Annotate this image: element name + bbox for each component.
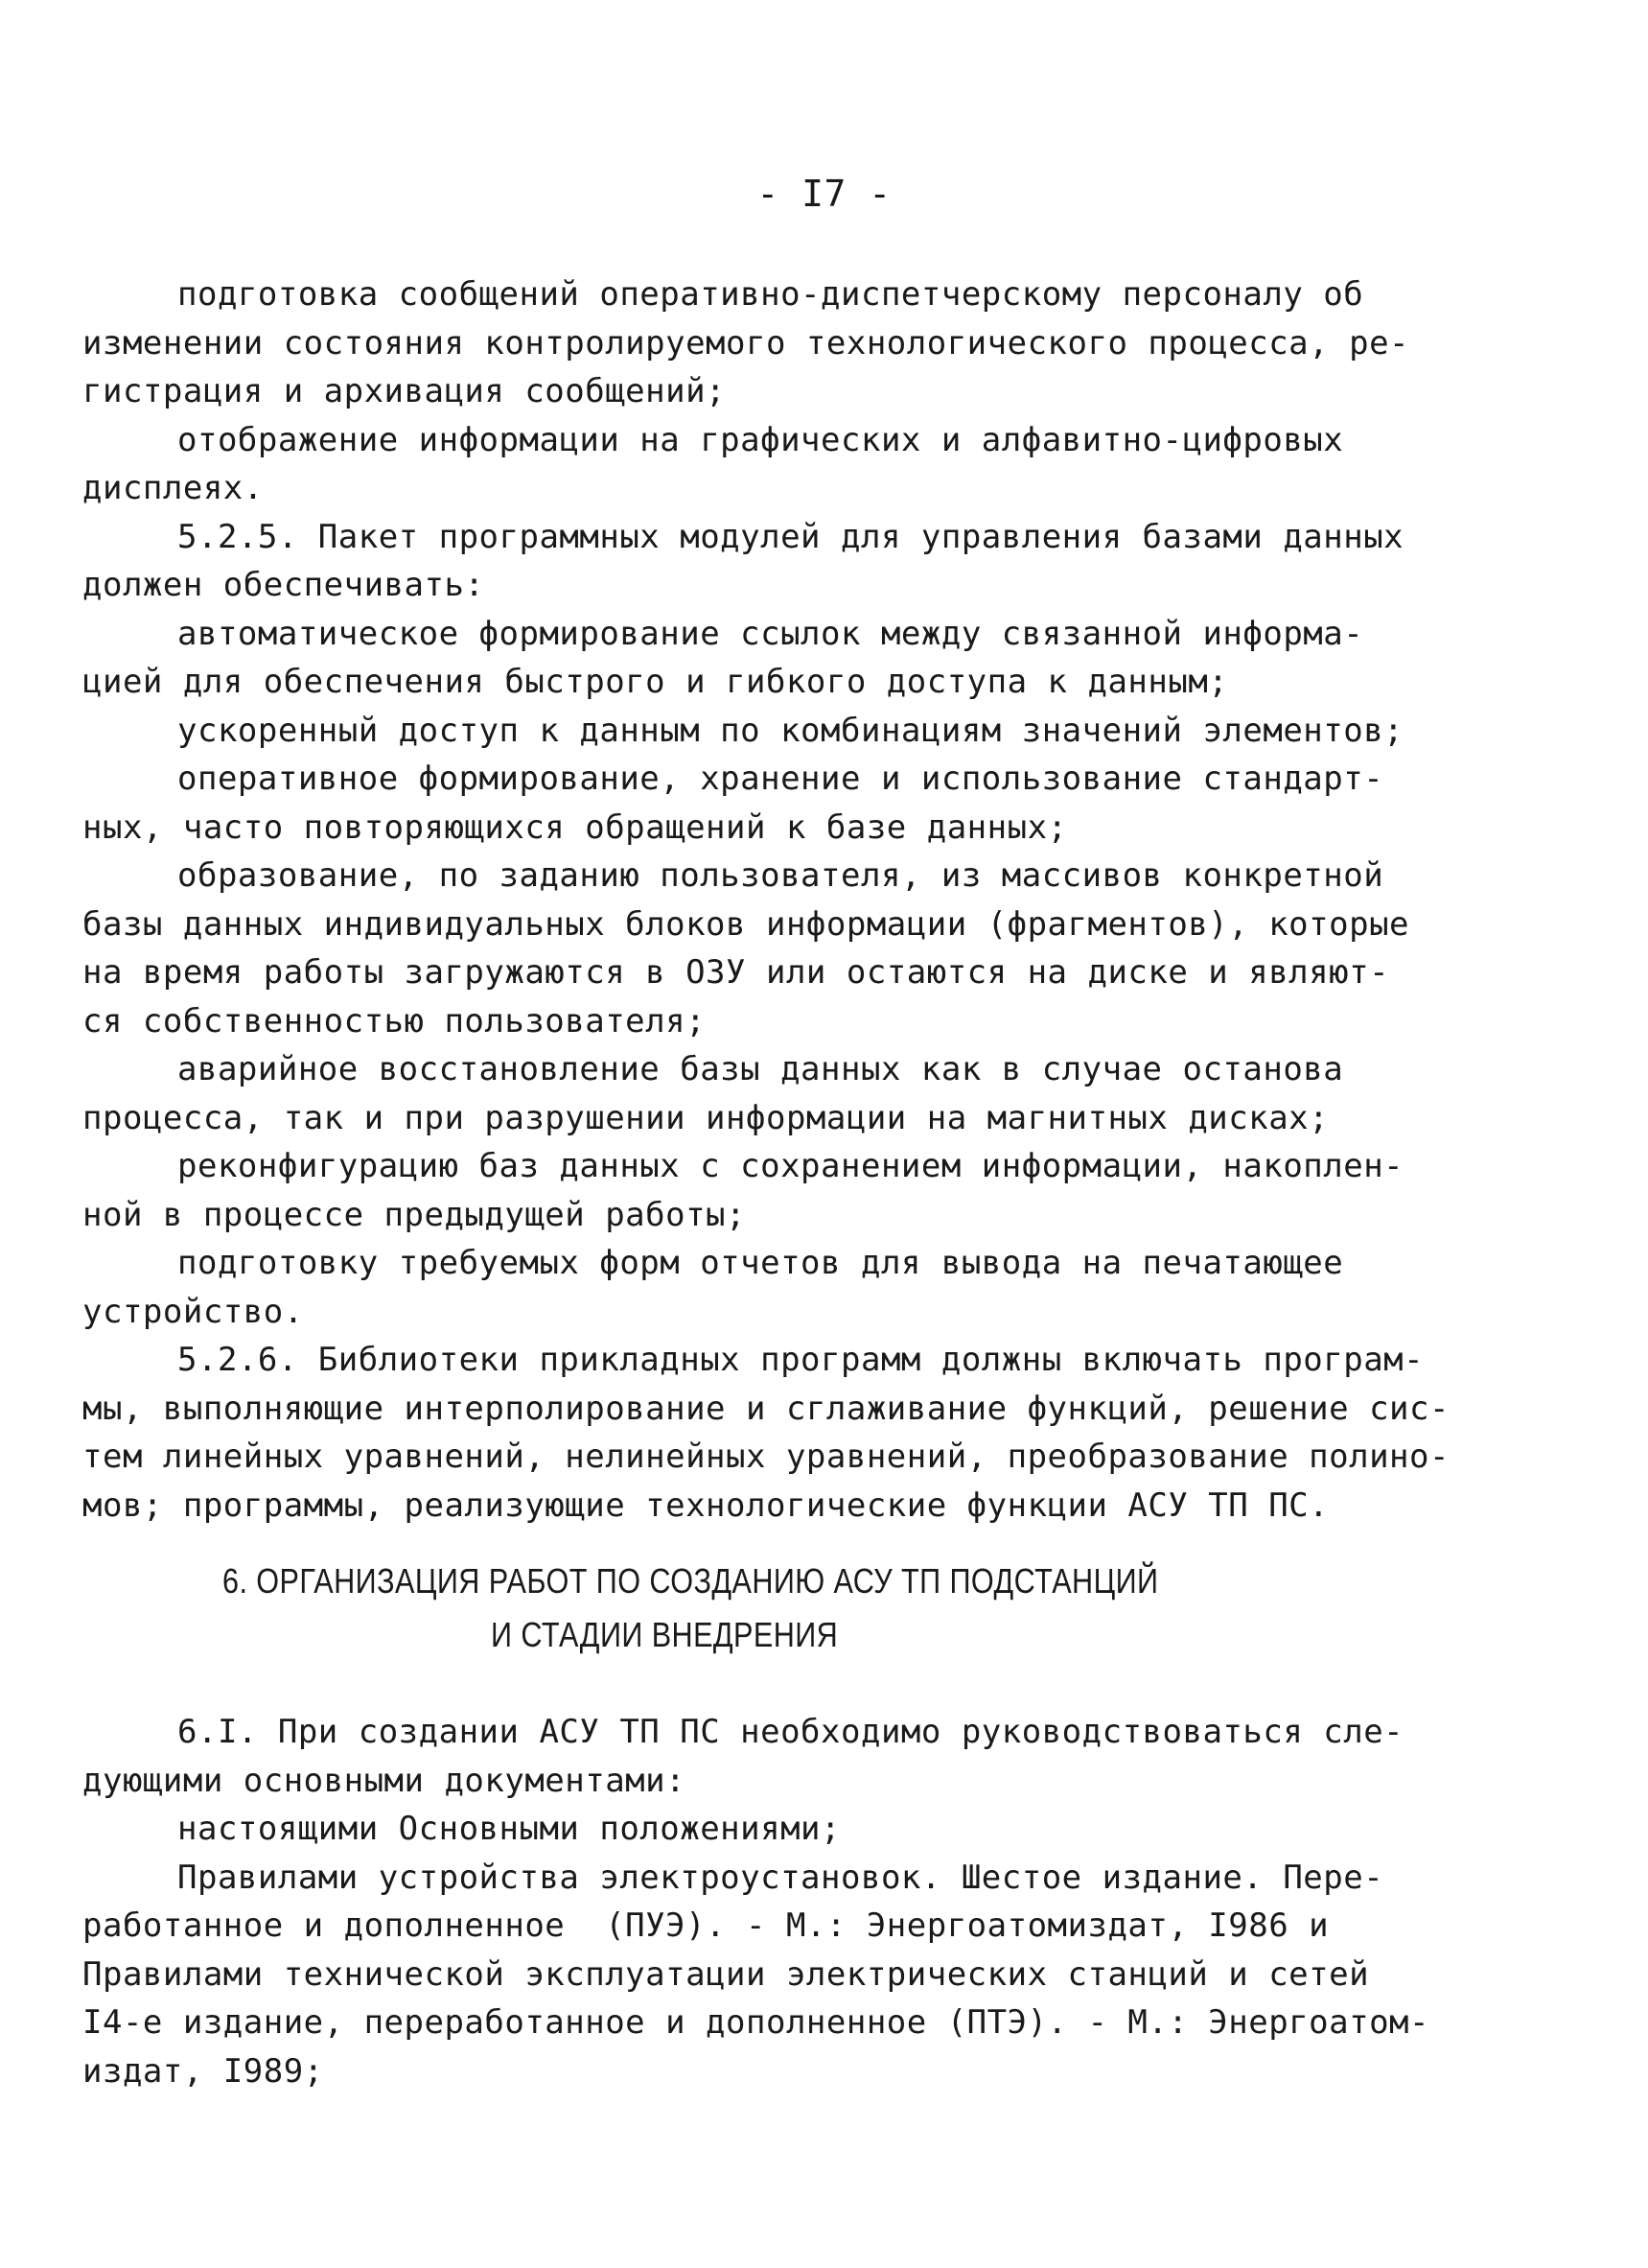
section-heading-line-2: И СТАДИИ ВНЕДРЕНИЯ [491,1615,839,1654]
text-line: подготовку требуемых форм отчетов для вывода на печатающее [177,1244,1344,1282]
text-line: тем линейных уравнений, нелинейных уравнений, преобразование полино- [82,1438,1450,1476]
text-line: реконфигурацию баз данных с сохранением информации, накоплен- [177,1147,1404,1185]
text-line: образование, по заданию пользователя, из массивов конкретной [177,856,1384,895]
paragraph-start-5-2-6: 5.2.6. Библиотеки прикладных программ должны включать програм- [177,1341,1425,1379]
text-line: процесса, так и при разрушении информации на магнитных дисках; [82,1099,1330,1137]
text-line: гистрация и архивация сообщений; [82,372,727,410]
text-line: издат, I989; [82,2052,324,2091]
text-line: оперативное формирование, хранение и использование стандарт- [177,760,1384,798]
page-number: - I7 - [756,173,892,215]
text-line: настоящими Основными положениями; [177,1810,842,1848]
text-line: на время работы загружаются в ОЗУ или остаются на диске и являют- [82,953,1390,992]
text-line: цией для обеспечения быстрого и гибкого доступа к данным; [82,663,1229,701]
text-line: Правилами технической эксплуатации электрических станций и сетей [82,1955,1370,1994]
text-line: Правилами устройства электроустановок. Шестое издание. Пере- [177,1859,1384,1897]
text-line: ной в процессе предыдущей работы; [82,1196,747,1234]
text-line: работанное и дополненное (ПУЭ). - М.: Энергоатомиздат, I986 и [82,1906,1330,1945]
text-line: изменении состояния контролируемого технологического процесса, ре- [82,324,1410,362]
text-line: ся собственностью пользователя; [82,1002,707,1040]
text-line: автоматическое формирование ссылок между связанной информа- [177,615,1364,653]
text-line: устройство. [82,1293,304,1331]
text-line: ускоренный доступ к данным по комбинациям значений элементов; [177,712,1404,750]
text-line: мов; программы, реализующие технологические функции АСУ ТП ПС. [82,1486,1330,1525]
text-line: дующими основными документами: [82,1762,686,1800]
text-line: подготовка сообщений оперативно-диспетчерскому персоналу об [177,275,1364,314]
paragraph-start-6-1: 6.I. При создании АСУ ТП ПС необходимо руководствоваться сле- [177,1713,1404,1751]
text-line: аварийное восстановление базы данных как в случае останова [177,1050,1344,1088]
paragraph-start-5-2-5: 5.2.5. Пакет программных модулей для управления базами данных [177,518,1404,556]
text-line: отображение информации на графических и алфавитно-цифровых [177,421,1344,459]
section-heading-line-1: 6. ОРГАНИЗАЦИЯ РАБОТ ПО СОЗДАНИЮ АСУ ТП ПОДСТАНЦИЙ [222,1561,1159,1601]
text-line: мы, выполняющие интерполирование и сглаживание функций, решение сис- [82,1390,1450,1428]
text-line: базы данных индивидуальных блоков информации (фрагментов), которые [82,905,1410,944]
text-line: I4-е издание, переработанное и дополненное (ПТЭ). - М.: Энергоатом- [82,2003,1429,2042]
text-line: ных, часто повторяющихся обращений к базе данных; [82,808,1068,847]
text-line: должен обеспечивать: [82,566,485,604]
text-line: дисплеях. [82,469,264,507]
